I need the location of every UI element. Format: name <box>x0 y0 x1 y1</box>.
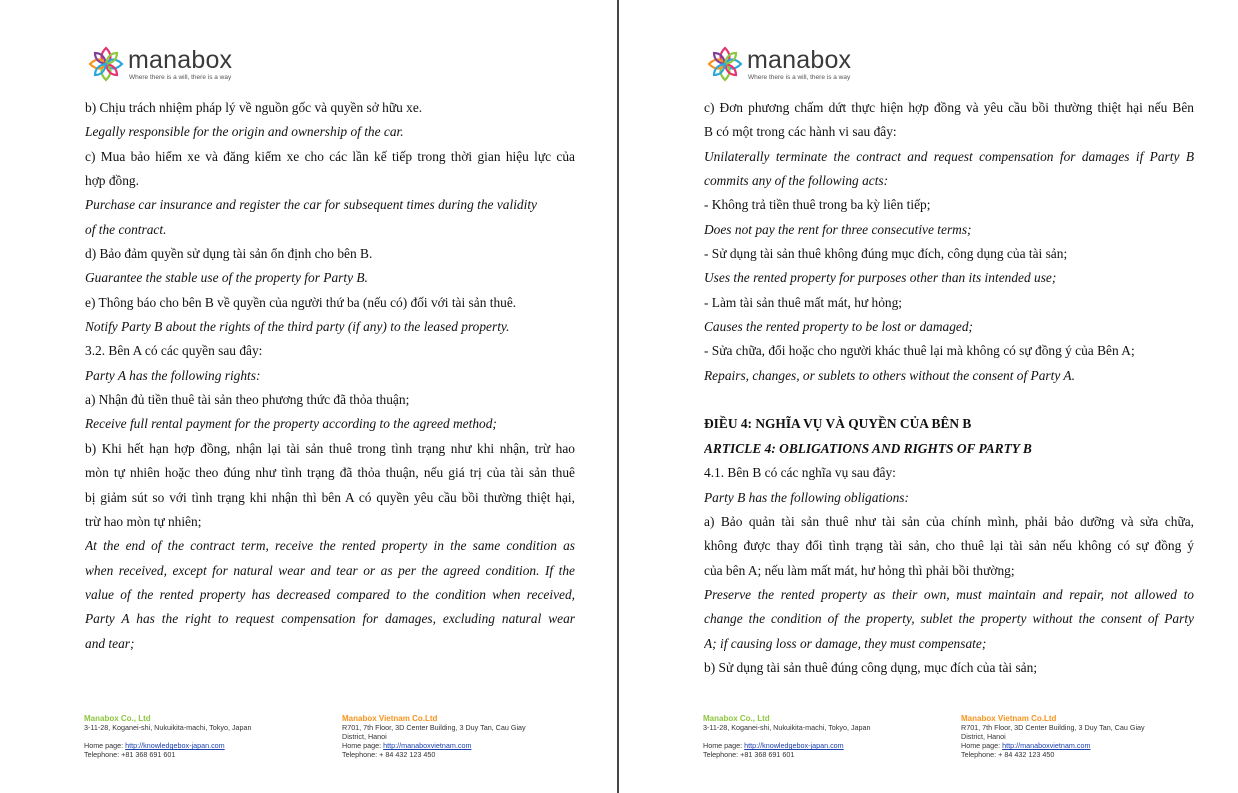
document-page-left <box>0 0 617 793</box>
document-text-line: - Sử dụng tài sản thuê không đúng mục đích, công dụng của tài sản; <box>704 246 1068 262</box>
footer-homepage-link[interactable]: http://knowledgebox-japan.com <box>125 741 225 750</box>
page-body-right <box>704 96 1194 680</box>
logo-tagline: Where there is a will, there is a way <box>129 74 232 81</box>
logo-wordmark: manabox <box>747 46 852 74</box>
document-text-line: e) Thông báo cho bên B về quyền của người thứ ba (nếu có) đối với tài sản thuê. <box>85 294 517 310</box>
document-text-line: and tear; <box>85 635 135 651</box>
document-text-line: 3.2. Bên A có các quyền sau đây: <box>85 343 263 359</box>
document-text-line: - Làm tài sản thuê mất mát, hư hỏng; <box>704 294 903 310</box>
footer-address: R701, 7th Floor, 3D Center Building, 3 Duy Tan, Cau Giay <box>342 723 526 732</box>
document-text-line <box>704 388 1194 412</box>
document-text-line: hợp đồng. <box>85 173 139 189</box>
document-text-line: không được thay đổi tình trạng tài sản, cho thuê lại tài sản nếu không có sự đồng ý <box>704 538 1194 554</box>
document-text-line: commits any of the following acts: <box>704 173 889 189</box>
footer-homepage: Home page: http://manaboxvietnam.com <box>342 741 472 750</box>
document-text-line: Party A has the right to request compensation for damages, excluding natural wear <box>85 611 575 627</box>
document-text-line: Guarantee the stable use of the property for Party B. <box>85 270 368 286</box>
document-text-line: when received, except for natural wear and tear or as per the agreed condition. If the <box>85 562 575 578</box>
footer-telephone: Telephone: + 84 432 123 450 <box>961 750 1055 759</box>
logo-tagline: Where there is a will, there is a way <box>748 74 851 81</box>
footer-company-name: Manabox Co., Ltd <box>84 714 151 723</box>
footer-telephone: Telephone: + 84 432 123 450 <box>342 750 436 759</box>
document-text-line: trừ hao mòn tự nhiên; <box>85 513 202 529</box>
document-text-line: b) Sử dụng tài sản thuê đúng công dụng, mục đích của tài sản; <box>704 659 1038 675</box>
footer-homepage-link[interactable]: http://knowledgebox-japan.com <box>744 741 844 750</box>
document-text-line: A; if causing loss or damage, they must compensate; <box>704 635 987 651</box>
footer-homepage-link[interactable]: http://manaboxvietnam.com <box>383 741 472 750</box>
document-text-line: của bên A; nếu làm mất mát, hư hỏng thì phải bồi thường; <box>704 562 1015 578</box>
manabox-logo-icon <box>86 44 126 84</box>
article-heading: ĐIỀU 4: NGHĨA VỤ VÀ QUYỀN CỦA BÊN B <box>704 416 972 432</box>
article-heading: ARTICLE 4: OBLIGATIONS AND RIGHTS OF PARTY B <box>704 440 1032 456</box>
footer-company-name: Manabox Vietnam Co.Ltd <box>342 714 438 723</box>
document-text-line: Uses the rented property for purposes other than its intended use; <box>704 270 1057 286</box>
footer-address: District, Hanoi <box>961 732 1006 741</box>
footer-address: R701, 7th Floor, 3D Center Building, 3 Duy Tan, Cau Giay <box>961 723 1145 732</box>
document-text-line: At the end of the contract term, receive the rented property in the same condition as <box>85 538 575 554</box>
document-text-line: Party A has the following rights: <box>85 367 261 383</box>
document-text-line: mòn tự nhiên hoặc theo đúng như tình trạng đã thỏa thuận, nếu giá trị của tài sản thuê <box>85 465 575 481</box>
document-text-line: value of the rented property has decreased compared to the condition when received, <box>85 586 575 602</box>
document-text-line: 4.1. Bên B có các nghĩa vụ sau đây: <box>704 465 896 481</box>
footer-company-name: Manabox Co., Ltd <box>703 714 770 723</box>
document-text-line: Unilaterally terminate the contract and request compensation for damages if Party B <box>704 148 1194 164</box>
footer-company-name: Manabox Vietnam Co.Ltd <box>961 714 1057 723</box>
footer-telephone: Telephone: +81 368 691 601 <box>703 750 795 759</box>
document-text-line: b) Khi hết hạn hợp đồng, nhận lại tài sản thuê trong tình trạng như khi nhận, trừ hao <box>85 440 575 456</box>
footer-vietnam-office <box>961 714 1191 759</box>
page-body-left <box>85 96 575 656</box>
document-text-line: - Sửa chữa, đổi hoặc cho người khác thuê lại mà không có sự đồng ý của Bên A; <box>704 343 1135 359</box>
footer-japan-office <box>84 714 324 759</box>
document-text-line: B có một trong các hành vi sau đây: <box>704 124 897 140</box>
company-logo <box>86 44 286 84</box>
document-text-line: d) Bảo đảm quyền sử dụng tài sản ổn định cho bên B. <box>85 246 373 262</box>
document-text-line: - Không trả tiền thuê trong ba kỳ liên tiếp; <box>704 197 931 213</box>
document-text-line: c) Đơn phương chấm dứt thực hiện hợp đồng và yêu cầu bồi thường thiệt hại nếu Bên <box>704 100 1194 115</box>
document-text-line: of the contract. <box>85 221 167 237</box>
footer-homepage-link[interactable]: http://manaboxvietnam.com <box>1002 741 1091 750</box>
document-text-line: Notify Party B about the rights of the third party (if any) to the leased property. <box>85 319 510 335</box>
document-text-line: change the condition of the property, sublet the property without the consent of Party <box>704 611 1194 627</box>
document-text-line: Party B has the following obligations: <box>704 489 909 505</box>
footer-address: 3-11-28, Koganei-shi, Nukuikita-machi, Tokyo, Japan <box>703 723 871 732</box>
logo-wordmark: manabox <box>128 46 233 74</box>
document-text-line: Preserve the rented property as their own, must maintain and repair, not allowed to <box>704 586 1194 602</box>
footer-address: District, Hanoi <box>342 732 387 741</box>
document-text-line: Legally responsible for the origin and ownership of the car. <box>85 124 404 140</box>
document-text-line: Does not pay the rent for three consecutive terms; <box>704 221 972 237</box>
document-text-line: Repairs, changes, or sublets to others without the consent of Party A. <box>704 367 1075 383</box>
footer-vietnam-office <box>342 714 572 759</box>
footer-japan-office <box>703 714 943 759</box>
company-logo <box>705 44 905 84</box>
footer-homepage: Home page: http://manaboxvietnam.com <box>961 741 1091 750</box>
document-text-line: bị giảm sút so với tình trạng khi nhận thì bên A có quyền yêu cầu bồi thường thiệt hại, <box>85 489 575 505</box>
manabox-logo-icon <box>705 44 745 84</box>
footer-telephone: Telephone: +81 368 691 601 <box>84 750 176 759</box>
document-text-line: a) Nhận đủ tiền thuê tài sản theo phương thức đã thỏa thuận; <box>85 392 410 408</box>
document-text-line: b) Chịu trách nhiệm pháp lý về nguồn gốc và quyền sở hữu xe. <box>85 100 423 115</box>
footer-homepage: Home page: http://knowledgebox-japan.com <box>84 741 225 750</box>
document-text-line: Causes the rented property to be lost or damaged; <box>704 319 974 335</box>
document-page-right <box>619 0 1238 793</box>
document-text-line: Purchase car insurance and register the car for subsequent times during the validity <box>85 197 537 213</box>
document-text-line: a) Bảo quản tài sản thuê như tài sản của chính mình, phải bảo dưỡng và sửa chữa, <box>704 513 1194 529</box>
footer-address: 3-11-28, Koganei-shi, Nukuikita-machi, Tokyo, Japan <box>84 723 252 732</box>
document-text-line: Receive full rental payment for the property according to the agreed method; <box>85 416 497 432</box>
footer-homepage: Home page: http://knowledgebox-japan.com <box>703 741 844 750</box>
document-text-line: c) Mua bảo hiểm xe và đăng kiểm xe cho các lần kế tiếp trong thời gian hiệu lực của <box>85 148 575 164</box>
